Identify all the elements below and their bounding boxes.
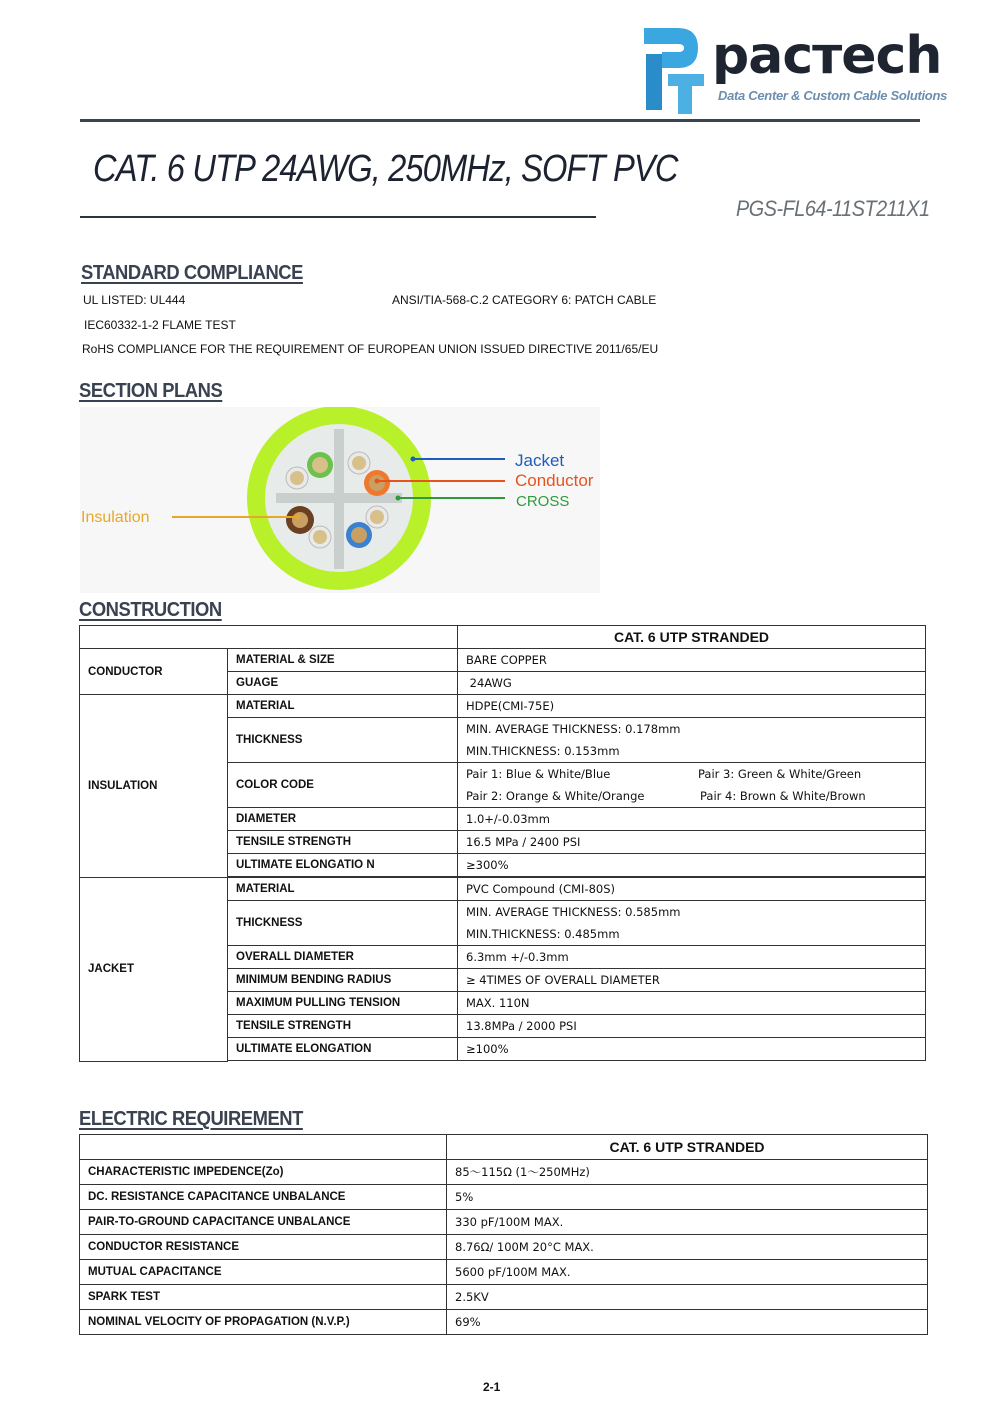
group-jacket: JACKET	[80, 878, 228, 1062]
row-value: BARE COPPER	[458, 649, 926, 672]
label-conductor: Conductor	[515, 471, 594, 490]
table-row	[80, 1135, 928, 1160]
row-label: THICKNESS	[228, 901, 458, 946]
table-row	[80, 878, 926, 901]
column-header: CAT. 6 UTP STRANDED	[458, 626, 926, 649]
thickness-min: MIN.THICKNESS: 0.485mm	[466, 927, 620, 941]
column-header: CAT. 6 UTP STRANDED	[447, 1135, 928, 1160]
row-value: 5600 pF/100M MAX.	[447, 1260, 928, 1285]
group-insulation: INSULATION	[80, 695, 228, 878]
row-value: 1.0+/-0.03mm	[458, 808, 926, 831]
compliance-iec: IEC60332-1-2 FLAME TEST	[84, 318, 236, 332]
cable-cross-section-diagram	[80, 407, 600, 593]
row-value	[458, 901, 926, 946]
row-label: MUTUAL CAPACITANCE	[80, 1260, 447, 1285]
compliance-ansi: ANSI/TIA-568-C.2 CATEGORY 6: PATCH CABLE	[392, 293, 657, 307]
row-label: MATERIAL	[228, 878, 458, 901]
pair-3: Pair 3: Green & White/Green	[698, 767, 862, 781]
label-cross: CROSS	[516, 493, 570, 510]
row-label: OVERALL DIAMETER	[228, 946, 458, 969]
group-conductor: CONDUCTOR	[80, 649, 228, 695]
row-value: 330 pF/100M MAX.	[447, 1210, 928, 1235]
logo-wordmark: pacтech	[712, 26, 942, 86]
row-value: 13.8MPa / 2000 PSI	[458, 1015, 926, 1038]
table-row	[80, 1235, 928, 1260]
row-label: NOMINAL VELOCITY OF PROPAGATION (N.V.P.)	[80, 1310, 447, 1335]
row-value: 69%	[447, 1310, 928, 1335]
table-row	[80, 1285, 928, 1310]
table-row	[80, 649, 926, 672]
row-label: TENSILE STRENGTH	[228, 1015, 458, 1038]
row-label: DC. RESISTANCE CAPACITANCE UNBALANCE	[80, 1185, 447, 1210]
pair-1: Pair 1: Blue & White/Blue	[466, 767, 611, 781]
row-value: ≥300%	[458, 854, 926, 877]
color-code-value	[458, 763, 926, 808]
part-number: PGS-FL64-11ST211X1	[736, 196, 930, 221]
row-label: MINIMUM BENDING RADIUS	[228, 969, 458, 992]
row-value: MAX. 110N	[458, 992, 926, 1015]
construction-heading: CONSTRUCTION	[79, 599, 222, 621]
row-value: 8.76Ω/ 100M 20°C MAX.	[447, 1235, 928, 1260]
pactech-logo-icon	[638, 24, 708, 116]
row-label: PAIR-TO-GROUND CAPACITANCE UNBALANCE	[80, 1210, 447, 1235]
pair-4: Pair 4: Brown & White/Brown	[700, 789, 866, 803]
table-row	[80, 1260, 928, 1285]
compliance-ul: UL LISTED: UL444	[83, 293, 186, 307]
row-label: ULTIMATE ELONGATION	[228, 1038, 458, 1061]
construction-table	[79, 625, 926, 1062]
thickness-avg: MIN. AVERAGE THICKNESS: 0.178mm	[466, 722, 681, 736]
table-row	[80, 1185, 928, 1210]
row-value: 85～115Ω (1～250MHz)	[447, 1160, 928, 1185]
compliance-heading: STANDARD COMPLIANCE	[81, 262, 303, 284]
row-label: GUAGE	[228, 672, 458, 695]
row-value: 5%	[447, 1185, 928, 1210]
label-jacket: Jacket	[515, 451, 565, 470]
electric-heading: ELECTRIC REQUIREMENT	[79, 1108, 303, 1130]
table-row	[80, 626, 926, 649]
table-row	[80, 1210, 928, 1235]
compliance-rohs: RoHS COMPLIANCE FOR THE REQUIREMENT OF EUROPEAN UNION ISSUED DIRECTIVE 2011/65/EU	[82, 342, 659, 356]
pair-2: Pair 2: Orange & White/Orange	[466, 789, 645, 803]
row-value: ≥ 4TIMES OF OVERALL DIAMETER	[458, 969, 926, 992]
document-title: CAT. 6 UTP 24AWG, 250MHz, SOFT PVC	[93, 148, 678, 190]
thickness-avg: MIN. AVERAGE THICKNESS: 0.585mm	[466, 905, 681, 919]
row-label: CONDUCTOR RESISTANCE	[80, 1235, 447, 1260]
row-value	[458, 718, 926, 763]
title-underline	[80, 216, 596, 218]
section-plans-heading: SECTION PLANS	[79, 380, 223, 402]
label-insulation: Insulation	[81, 509, 150, 526]
row-label: DIAMETER	[228, 808, 458, 831]
row-label: THICKNESS	[228, 718, 458, 763]
row-label: MATERIAL	[228, 695, 458, 718]
table-row	[80, 695, 926, 718]
table-row	[80, 1160, 928, 1185]
row-label: CHARACTERISTIC IMPEDENCE(Zo)	[80, 1160, 447, 1185]
row-value: 6.3mm +/-0.3mm	[458, 946, 926, 969]
row-label: SPARK TEST	[80, 1285, 447, 1310]
row-label: MAXIMUM PULLING TENSION	[228, 992, 458, 1015]
row-label: MATERIAL & SIZE	[228, 649, 458, 672]
electric-table	[79, 1134, 928, 1335]
row-label: ULTIMATE ELONGATIO N	[228, 854, 458, 877]
row-value: HDPE(CMI-75E)	[458, 695, 926, 718]
row-value: 24AWG	[458, 672, 926, 695]
row-value: 16.5 MPa / 2400 PSI	[458, 831, 926, 854]
row-label: TENSILE STRENGTH	[228, 831, 458, 854]
row-value: PVC Compound (CMI-80S)	[458, 878, 926, 901]
row-value: 2.5KV	[447, 1285, 928, 1310]
row-label: COLOR CODE	[228, 763, 458, 808]
header-divider	[80, 119, 920, 122]
page-number: 2-1	[483, 1380, 501, 1394]
logo-tagline: Data Center & Custom Cable Solutions	[718, 88, 948, 103]
row-value: ≥100%	[458, 1038, 926, 1061]
table-row	[80, 1310, 928, 1335]
thickness-min: MIN.THICKNESS: 0.153mm	[466, 744, 620, 758]
